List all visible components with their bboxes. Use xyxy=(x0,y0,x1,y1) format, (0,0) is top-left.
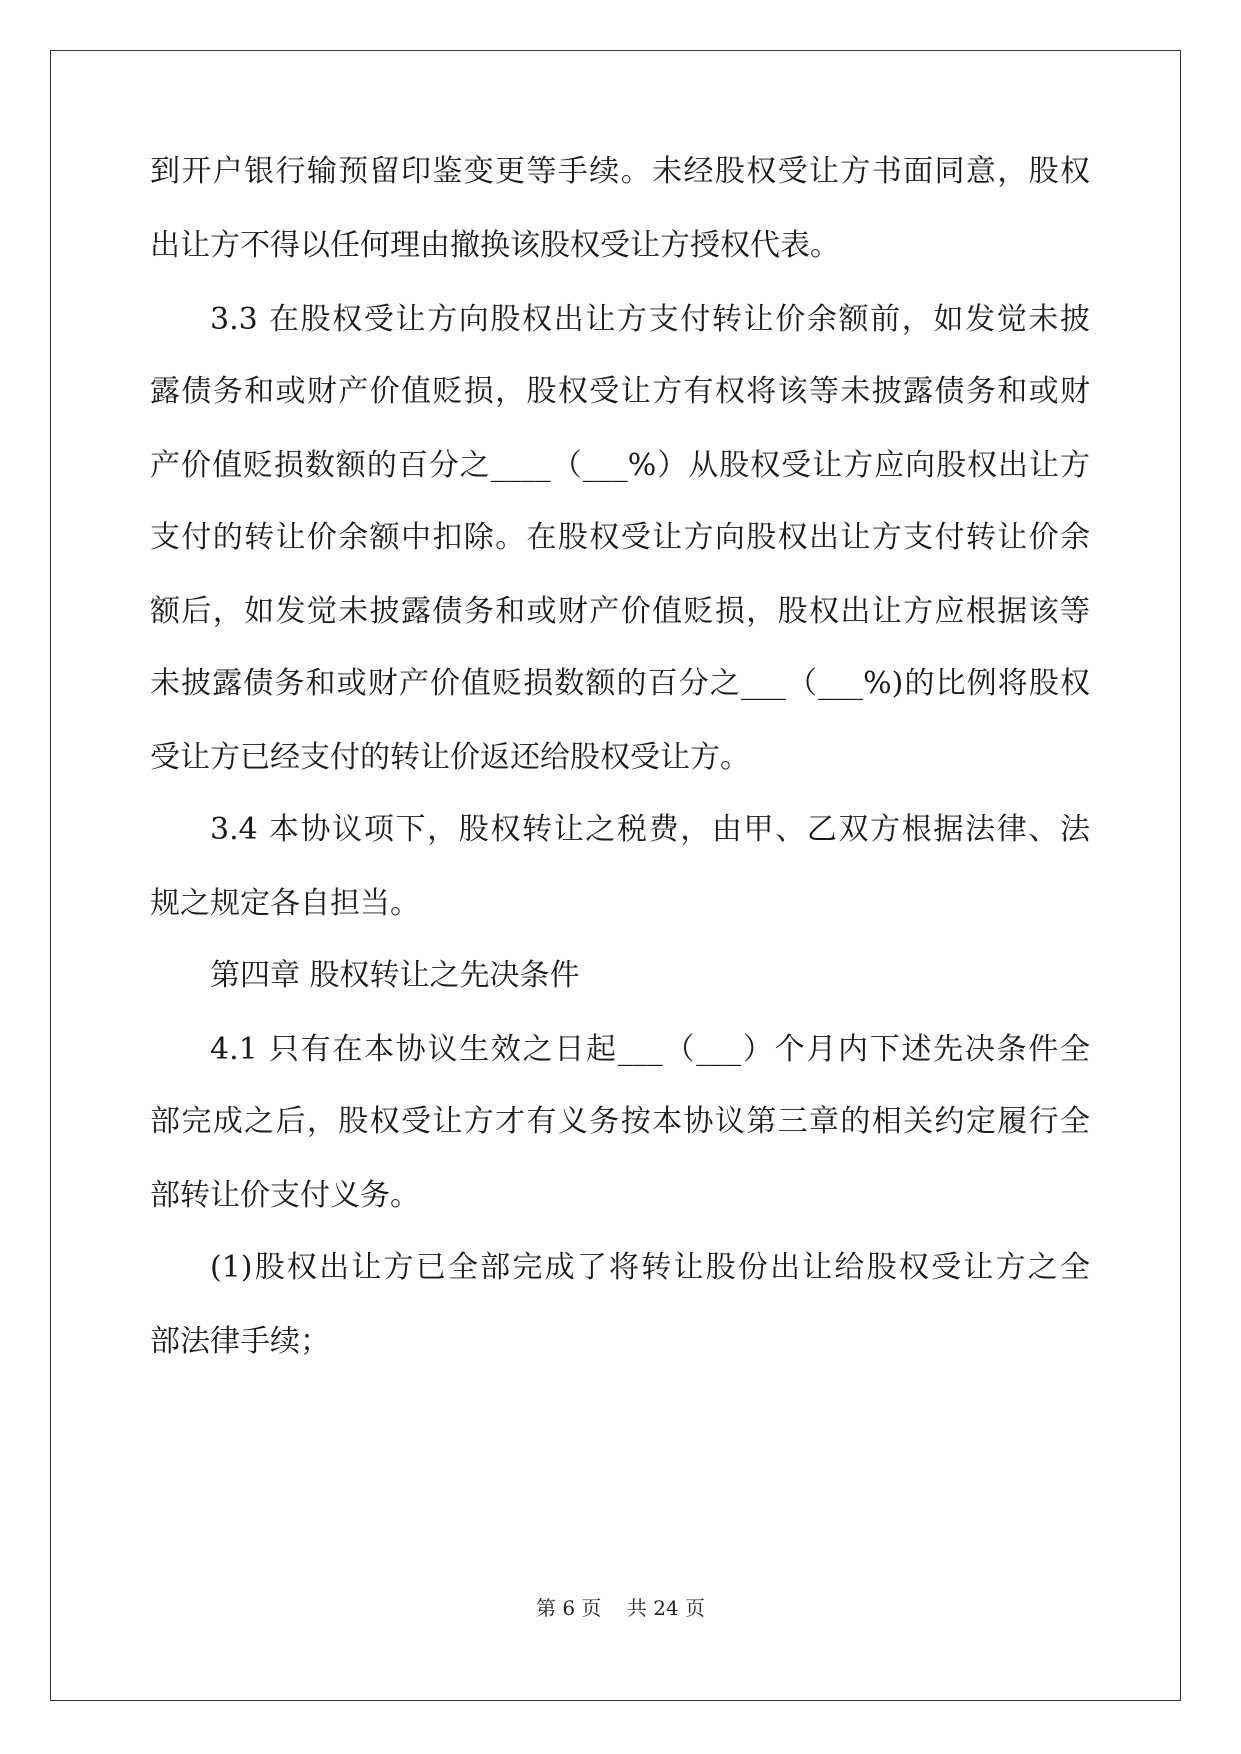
text-line: 支付的转让价余额中扣除。在股权受让方向股权出让方支付转让价余 xyxy=(150,520,1090,555)
chapter-heading: 第四章 股权转让之先决条件 xyxy=(210,958,580,993)
text-line: 出让方不得以任何理由撤换该股权受让方授权代表。 xyxy=(150,228,840,263)
text-line: 部完成之后，股权受让方才有义务按本协议第三章的相关约定履行全 xyxy=(150,1104,1090,1139)
text-line: 额后，如发觉未披露债务和或财产价值贬损，股权出让方应根据该等 xyxy=(150,594,1090,629)
text-line: 露债务和或财产价值贬损，股权受让方有权将该等未披露债务和或财 xyxy=(150,374,1090,409)
paragraph-3-3-line: 3.3 在股权受让方向股权出让方支付转让价余额前，如发觉未披 xyxy=(210,302,1090,337)
page-number-footer xyxy=(0,1595,1241,1621)
page-border xyxy=(50,50,1181,1701)
text-line: 部法律手续； xyxy=(150,1324,330,1359)
text-line: 到开户银行输预留印鉴变更等手续。未经股权受让方书面同意，股权 xyxy=(150,154,1090,189)
paragraph-4-1-line: 4.1 只有在本协议生效之日起___（___）个月内下述先决条件全 xyxy=(210,1032,1090,1067)
paragraph-3-4-line: 3.4 本协议项下，股权转让之税费，由甲、乙双方根据法律、法 xyxy=(210,812,1090,847)
text-line: 受让方已经支付的转让价返还给股权受让方。 xyxy=(150,740,750,775)
text-line: 规之规定各自担当。 xyxy=(150,886,420,921)
page-number-label: 第 6 页 共 24 页 xyxy=(535,1596,706,1620)
list-item-1-line: (1)股权出让方已全部完成了将转让股份出让给股权受让方之全 xyxy=(210,1250,1090,1285)
text-line: 未披露债务和或财产价值贬损数额的百分之___（___%)的比例将股权 xyxy=(150,666,1090,701)
text-line: 部转让价支付义务。 xyxy=(150,1178,420,1213)
text-line: 产价值贬损数额的百分之____（___%）从股权受让方应向股权出让方 xyxy=(150,448,1090,483)
